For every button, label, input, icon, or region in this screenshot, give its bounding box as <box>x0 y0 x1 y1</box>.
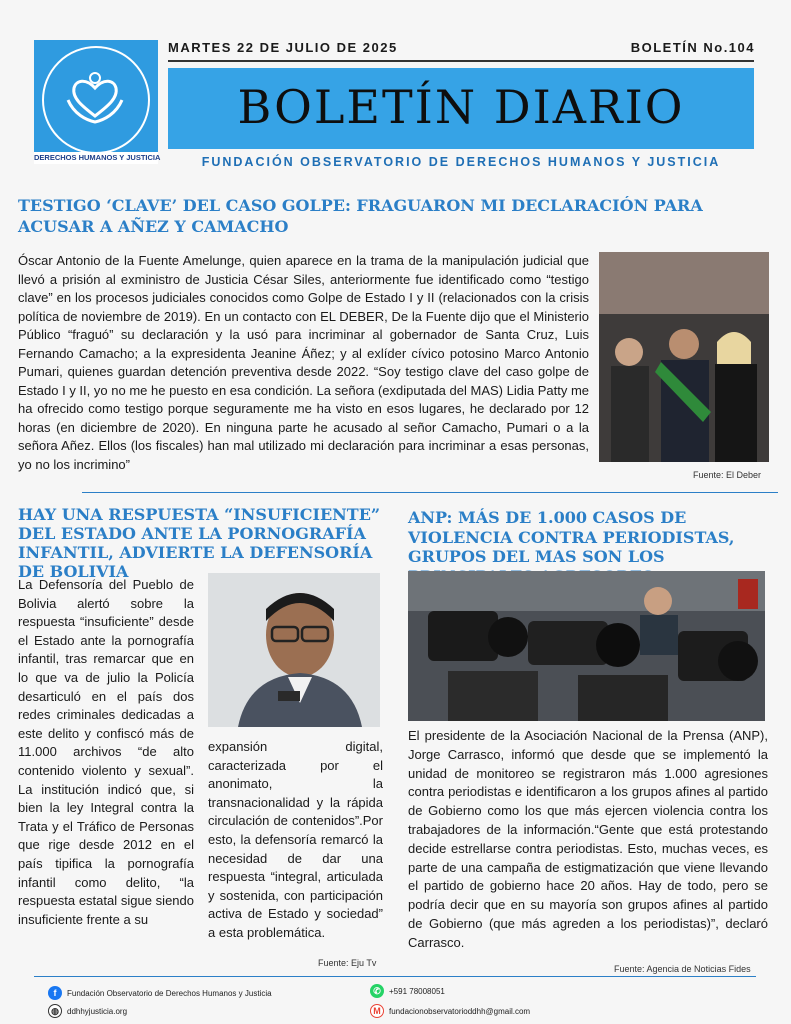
article-1-headline: TESTIGO ‘CLAVE’ DEL CASO GOLPE: FRAGUARON MI DECLARACIÓN PARA ACUSAR A AÑEZ Y CAMACHO <box>18 196 703 236</box>
footer-rule <box>34 976 756 977</box>
footer-email[interactable] <box>370 1004 530 1018</box>
facebook-icon: f <box>48 986 62 1000</box>
foundation-logo <box>34 40 161 164</box>
newsletter-title: BOLETÍN DIARIO <box>237 80 685 134</box>
article-3-body: El presidente de la Asociación Nacional de la Prensa (ANP), Jorge Carrasco, informó que desde que se implementó la unidad de monitoreo se registraron más 1.000 agresiones contra periodistas e identificaron a los grupos afines al partido de Gobierno como los que más ejercen violencia contra los trabajadores de la información.“Gente que está protestando decide estrellarse contra periodistas. Esto, muchas veces, es parte de una campaña de estigmatización que viene llevando el partido de gobierno hace 20 años. Hay de todo, pero se podría decir que en su mayoría son grupos afines al partido de Gobierno (que más agreden a los periodistas)”, declaró Carrasco. <box>408 728 768 950</box>
hands-heart-icon <box>64 70 126 124</box>
issue-date: MARTES 22 DE JULIO DE 2025 <box>168 40 398 55</box>
phone-label: +591 78008051 <box>389 986 445 996</box>
article-2-body-left: La Defensoría del Pueblo de Bolivia alertó sobre la respuesta “insuficiente” desde el Estado ante la pornografía infantil, tras remarcar que en lo que va de julio la Policía desarticuló en el país dos redes criminales dedicadas a este delito y confiscó más de 11.000 archivos “de alto contenido violento y sexual”. La institución indicó que, si bien la ley Integral contra la Trata y el Tráfico de Personas que rige desde 2012 en el país tipifica la pornografía infantil como delito, “la respuesta estatal sigue siendo insuficiente frente a su <box>18 577 194 927</box>
section-divider <box>82 492 778 493</box>
globe-icon: ◍ <box>48 1004 62 1018</box>
facebook-label: Fundación Observatorio de Derechos Humanos y Justicia <box>67 988 272 998</box>
email-label: fundacionobservatorioddhh@gmail.com <box>389 1006 531 1016</box>
article-3-photo <box>408 571 765 721</box>
issue-number: BOLETÍN No.104 <box>630 40 755 55</box>
article-2-photo <box>208 573 380 727</box>
article-2-headline: HAY UNA RESPUESTA “INSUFICIENTE” DEL ESTADO ANTE LA PORNOGRAFÍA INFANTIL, ADVIERTE LA DEFENSORÍA DE BOLIVIA <box>18 505 381 581</box>
article-1-body: Óscar Antonio de la Fuente Amelunge, quien aparece en la trama de la manipulación judicial que llevó a prisión al exministro de Justicia César Siles, anteriormente fue identificado como “testigo clave” en los procesos judiciales conocidos como Golpe de Estado I y II (relacionados con la crisis política de noviembre de 2019). En un contacto con EL DEBER, De la Fuente dijo que el Ministerio Público “fraguó” su declaración y la usó para incriminar al gobernador de Santa Cruz, Luis Fernando Camacho; a la expresidenta Jeanine Áñez; y al exlíder cívico potosino Marco Antonio Pumari, quienes guardan detención preventiva desde 2022. “Soy testigo clave del caso golpe de Estado I y II, yo no me he puesto en esa condición. La señora (exdiputada del MAS) Lidia Patty me ha ofrecido como testigo porque seguramente me ha visto en esos lugares, he declarado por 12 horas (en diciembre de 2020). En ninguna parte he acusado al señor Camacho, Pumari o a la señora Añez. Ellos (los fiscales) han mal utilizado mi declaración para incriminar a esas personas, yo no los incrimino” <box>18 253 589 472</box>
email-icon: M <box>370 1004 384 1018</box>
footer-website[interactable] <box>48 1004 127 1018</box>
header-rule <box>168 60 754 62</box>
footer-facebook[interactable] <box>48 986 272 1000</box>
article-2-body-right: expansión digital, caracterizada por el anonimato, la transnacionalidad y la rápida circulación de contenidos”.Por esto, la defensoría remarcó la necesidad de dar una respuesta “integral, articulada y sostenida, con participación activa de Estado y sociedad” a esta problemática. <box>208 739 383 940</box>
footer-phone[interactable] <box>370 984 445 998</box>
article-2-source: Fuente: Eju Tv <box>318 958 377 968</box>
newsletter-subtitle: FUNDACIÓN OBSERVATORIO DE DERECHOS HUMANOS Y JUSTICIA <box>201 155 721 169</box>
logo-strip-text: DERECHOS HUMANOS Y JUSTICIA <box>34 153 161 162</box>
article-3-source: Fuente: Agencia de Noticias Fides <box>614 964 751 974</box>
article-3-headline: ANP: MÁS DE 1.000 CASOS DE VIOLENCIA CONTRA PERIODISTAS, GRUPOS DEL MAS SON LOS <box>408 508 735 566</box>
whatsapp-icon: ✆ <box>370 984 384 998</box>
article-1-photo <box>599 252 769 462</box>
website-label: ddhhyjusticia.org <box>67 1006 128 1016</box>
article-1-source: Fuente: El Deber <box>693 470 762 480</box>
